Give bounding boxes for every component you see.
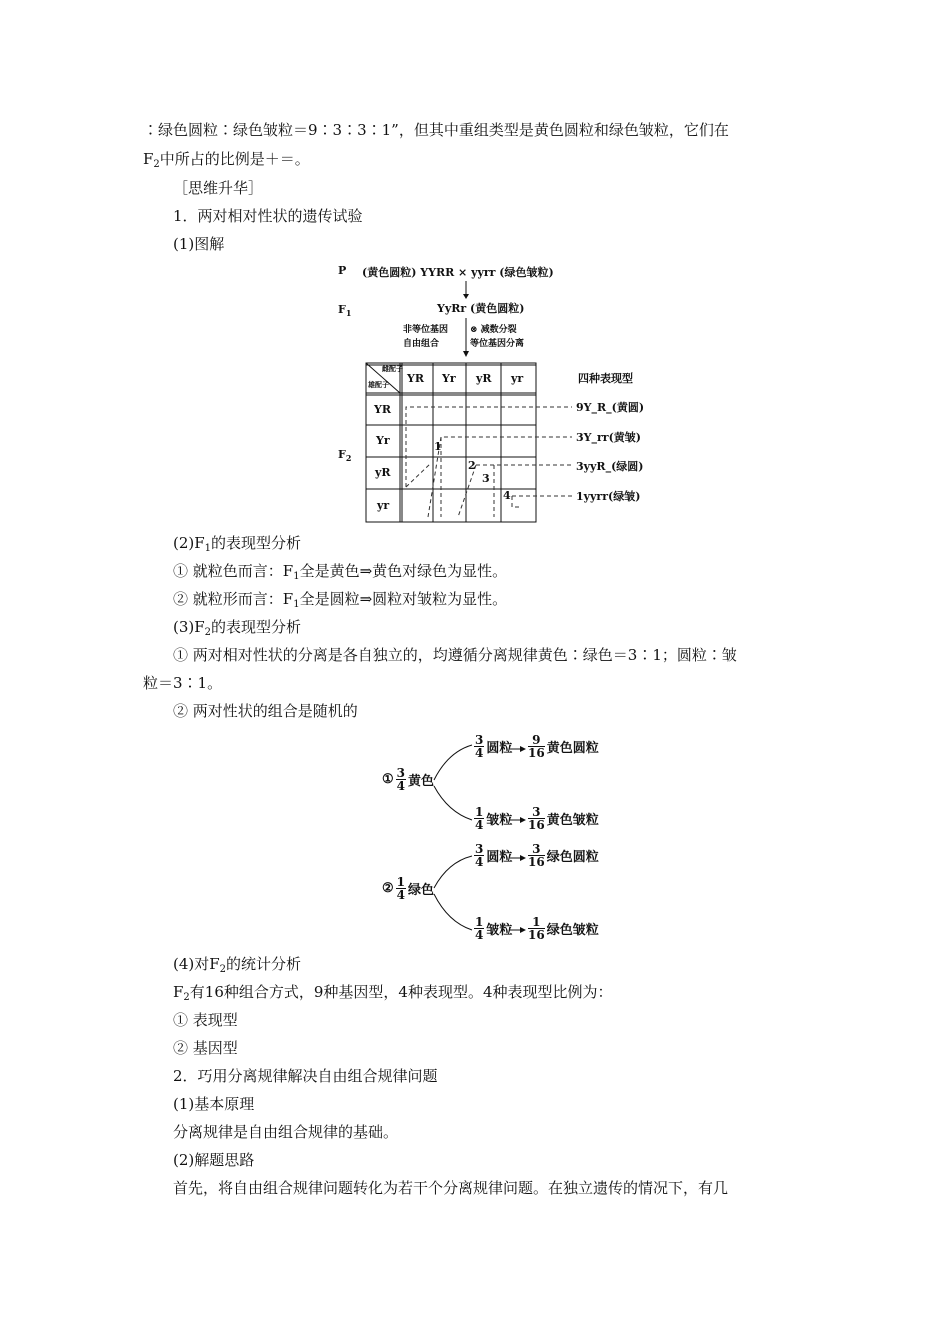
text-line-7: ① 就粒色而言：$F_1$全是黄色⇒黄色对绿色为显性。 — [173, 562, 508, 582]
col-head-3: yR — [476, 372, 492, 385]
cell-mark-4: 4 — [503, 489, 511, 502]
text-line-20: (2)解题思路 — [173, 1151, 255, 1169]
text-line-3: ［思维升华］ — [173, 179, 264, 197]
branch-1: $\frac{3}{4}$ 圆粒 — [475, 733, 513, 760]
branch-3: $\frac{3}{4}$ 圆粒 — [475, 842, 513, 869]
row-head-1: YR — [374, 403, 391, 416]
branch-4: $\frac{1}{4}$ 皱粒 — [475, 915, 513, 942]
text-line-16: ② 基因型 — [173, 1039, 238, 1057]
text-line-8: ② 就粒形而言：$F_1$全是圆粒⇒圆粒对皱粒为显性。 — [173, 590, 508, 610]
cell-mark-3: 3 — [482, 472, 490, 485]
text-line-14: $F_2$有16种组合方式，9种基因型，4种表现型。4种表现型比例为： — [173, 983, 613, 1003]
phenotype-title: 四种表现型 — [578, 372, 633, 385]
p-cross: (黄色圆粒) YYRR × yyrr (绿色皱粒) — [362, 266, 554, 279]
phenotype-3: 3yyR_(绿圆) — [576, 460, 644, 473]
result-4: $\frac{1}{16}$ 绿色皱粒 — [528, 915, 599, 942]
cell-mark-2: 2 — [468, 459, 476, 472]
text-line-1: ∶绿色圆粒∶绿色皱粒＝9∶3∶3∶1”，但其中重组类型是黄色圆粒和绿色皱粒，它们在 — [143, 121, 729, 139]
text-line-13: (4)对$F_2$的统计分析 — [173, 955, 302, 975]
text-line-17: 2．巧用分离规律解决自由组合规律问题 — [173, 1067, 438, 1085]
col-head-2: Yr — [442, 372, 456, 385]
text-line-15: ① 表现型 — [173, 1011, 238, 1029]
f1-genotype: YyRr (黄色圆粒) — [437, 302, 525, 315]
note-allelic-separation: 等位基因分离 — [470, 339, 525, 349]
cell-mark-1: 1 — [434, 440, 442, 453]
note-nonallelic: 非等位基因 — [403, 325, 449, 335]
note-meiosis: ⊗ 减数分裂 — [470, 325, 517, 335]
text-line-10: ① 两对相对性状的分离是各自独立的，均遵循分离规律黄色∶绿色＝3∶1；圆粒∶皱 — [173, 646, 737, 664]
branch-2: $\frac{1}{4}$ 皱粒 — [475, 805, 513, 832]
phenotype-4: 1yyrr(绿皱) — [576, 490, 641, 503]
text-line-18: (1)基本原理 — [173, 1095, 255, 1113]
f1-label: $F_1$ — [338, 303, 352, 318]
note-free-combination: 自由组合 — [403, 339, 440, 349]
text-line-9: $(3)F_2$的表现型分析 — [173, 618, 302, 638]
col-head-1: YR — [407, 372, 424, 385]
text-line-21: 首先，将自由组合规律问题转化为若干个分离规律问题。在独立遗传的情况下，有几 — [173, 1179, 729, 1197]
text-line-5: (1)图解 — [173, 235, 225, 253]
text-line-2: $F_2$中所占的比例是＋＝。 — [143, 150, 310, 170]
p-label: P — [338, 264, 347, 277]
col-head-4: yr — [511, 372, 524, 385]
group-green: ② $\frac{1}{4}$ 绿色 — [382, 875, 435, 902]
text-line-12: ② 两对性状的组合是随机的 — [173, 702, 358, 720]
row-head-2: Yr — [376, 434, 390, 447]
result-1: $\frac{9}{16}$ 黄色圆粒 — [528, 733, 599, 760]
text-line-19: 分离规律是自由组合规律的基础。 — [173, 1123, 399, 1141]
text-line-4: 1．两对相对性状的遗传试验 — [173, 207, 363, 225]
phenotype-2: 3Y_rr(黄皱) — [576, 431, 642, 444]
corner-label-top: 雌配子 — [382, 364, 403, 373]
f2-label: $F_2$ — [338, 448, 352, 463]
result-3: $\frac{3}{16}$ 绿色圆粒 — [528, 842, 599, 869]
group-yellow: ① $\frac{3}{4}$ 黄色 — [382, 766, 435, 793]
text-line-6: $(2)F_1$的表现型分析 — [173, 534, 302, 554]
text-line-11: 粒＝3∶1。 — [143, 674, 223, 692]
row-head-3: yR — [375, 466, 391, 479]
row-head-4: yr — [377, 499, 390, 512]
corner-label-bottom: 雄配子 — [368, 380, 389, 389]
result-2: $\frac{3}{16}$ 黄色皱粒 — [528, 805, 599, 832]
phenotype-1: 9Y_R_(黄圆) — [576, 401, 645, 414]
